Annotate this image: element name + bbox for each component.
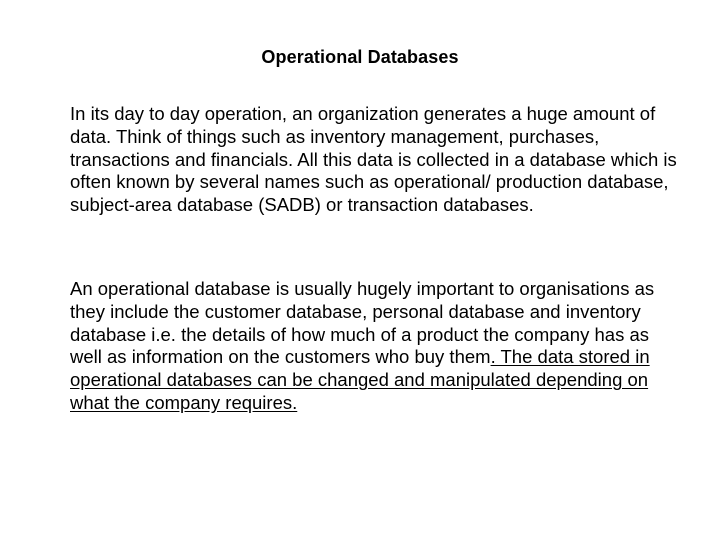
paragraph2-underlined-text: . The data stored in operational databases can be changed and manipulated depending on what the company requires. — [70, 346, 650, 413]
paragraph2-plain-text: An operational database is usually hugely important to organisations as they include the customer database, personal database and inventory database i.e. the details of how much of a product the company has as well as information on the customers who buy them — [70, 278, 655, 368]
paragraph-operational-data: In its day to day operation, an organization generates a huge amount of data. Think of things such as inventory management, purchases, transactions and financials. All this data is collected in a database which is often known by several names such as operational/ production database, subject-area database (SADB) or transaction databases. — [70, 103, 677, 216]
paragraph-operational-database-importance — [70, 278, 685, 415]
slide-title: Operational Databases — [261, 47, 459, 67]
